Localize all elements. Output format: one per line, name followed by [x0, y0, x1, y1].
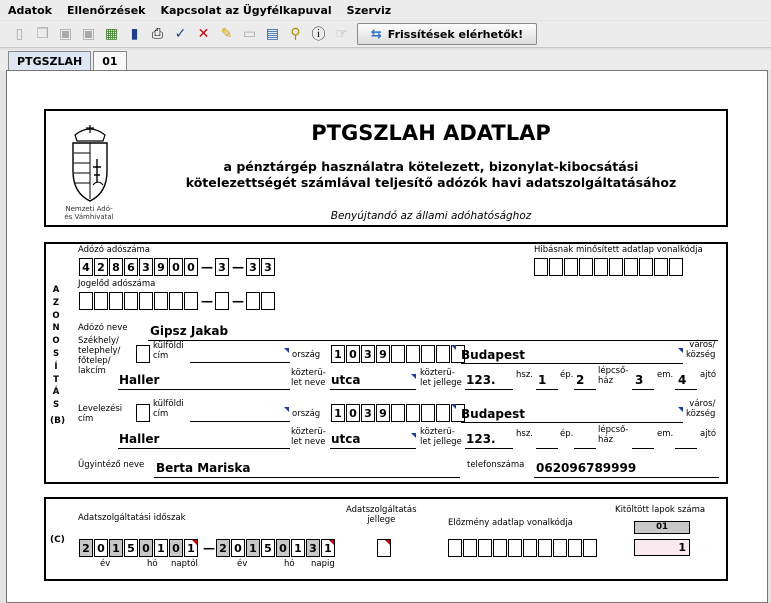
refresh-updates-button[interactable]	[357, 23, 537, 45]
refresh-label: Frissítések elérhetők!	[387, 27, 524, 41]
from-year-label: év	[100, 559, 111, 569]
pages-count-value[interactable]: 1	[634, 539, 690, 556]
nature-label: Adatszolgáltatás jellege	[346, 505, 417, 525]
menu-ugyfelkapu[interactable]: Kapcsolat az Ügyfélkapuval	[160, 3, 332, 17]
menu-adatok[interactable]: Adatok	[8, 3, 52, 17]
section-b-side-letters: A Z O N O S Í T Á S	[52, 285, 60, 411]
taxpayer-name-value[interactable]: Gipsz Jakab	[150, 324, 229, 338]
seat-address-label: Székhely/ telephely/ főtelep/ lakcím	[78, 336, 121, 376]
door-value-1[interactable]: 4	[678, 373, 687, 387]
street-type-value-2[interactable]: utca	[331, 432, 361, 446]
contact-name-label: Ügyintéző neve	[78, 460, 145, 470]
form-page	[6, 70, 768, 603]
lepcso-label-2: lépcső- ház	[598, 425, 629, 445]
period-label: Adatszolgáltatási időszak	[78, 513, 186, 523]
zip-field-2[interactable]: 1 0 3 9	[331, 404, 466, 422]
floor-value-1[interactable]: 3	[635, 373, 644, 387]
street-name-label-1: közterü- let neve	[291, 368, 326, 388]
to-month-label: hó	[284, 559, 295, 569]
logo-text: Nemzeti Adó- és Vámhivatal	[64, 205, 114, 221]
page-subtitle: a pénztárgép használatra kötelezett, bizonylat-kibocsátási kötelezettségét számlával teljesítő adózók havi adatszolgáltatásához	[185, 159, 677, 190]
house-number-value-2[interactable]: 123.	[466, 432, 496, 446]
tab-01[interactable]: 01	[93, 51, 126, 70]
section-c-letter: (C)	[50, 535, 65, 545]
check-icon[interactable]: ✓	[174, 26, 187, 42]
new-doc-icon[interactable]: ▯	[15, 26, 24, 42]
barcode-label: Hibásnak minősített adatlap vonalkódja	[534, 245, 703, 255]
tax-number-field[interactable]: 4 2 8 6 3 9 0 0 — 3 — 3 3	[79, 258, 276, 276]
keyboard-icon[interactable]: ▭	[242, 26, 257, 42]
street-name-label-2: közterü- let neve	[291, 427, 326, 447]
ajto-label-1: ajtó	[700, 370, 717, 380]
help-book-icon[interactable]: ▮	[130, 26, 139, 42]
hsz-label-2: hsz.	[516, 429, 533, 439]
to-year-label: év	[237, 559, 248, 569]
hsz-label-1: hsz.	[516, 370, 533, 380]
period-to-field[interactable]: 2 0 1 5 0 1 3 1	[216, 539, 336, 557]
mailing-address-label: Levelezési cím	[78, 404, 123, 424]
print-icon[interactable]: ⎙	[151, 26, 164, 42]
period-from-field[interactable]: 2 0 1 5 0 1 0 1	[79, 539, 199, 557]
city-label: város/ község	[686, 340, 716, 360]
zip-field-1[interactable]: 1 0 3 9	[331, 345, 466, 363]
street-name-value-2[interactable]: Haller	[119, 432, 160, 446]
building-value-1[interactable]: 1	[538, 373, 547, 387]
menu-bar	[0, 0, 771, 20]
find-icon[interactable]: ⚲	[290, 26, 301, 42]
from-month-label: hó	[147, 559, 158, 569]
menu-szerviz[interactable]: Szerviz	[346, 3, 392, 17]
prev-barcode-field[interactable]	[448, 539, 598, 557]
phone-label: telefonszáma	[467, 460, 525, 470]
next-icon[interactable]: ☞	[335, 26, 348, 42]
refresh-icon: ⇆	[370, 26, 382, 42]
country-label: ország	[292, 350, 321, 360]
header-box	[44, 109, 728, 227]
edit-icon[interactable]: ✎	[220, 26, 233, 42]
foreign-address-checkbox-2[interactable]	[136, 404, 150, 422]
section-b-identification	[44, 242, 728, 484]
ep-label-2: ép.	[560, 429, 574, 439]
pages-header: 01	[634, 521, 690, 534]
save-icon[interactable]: ▣	[58, 26, 73, 42]
section-c-period: (C) Adatszolgáltatási időszak 2 0 1 5 0 1 0 1 — 2 0 1 5 0 1 3 1 év hó naptól év hó napig Adatszolgáltatás jellege Előzmény adatlap vonalkódja Kitöltött lapok száma 01 1	[44, 497, 728, 581]
page-title: PTGSZLAH ADATLAP	[311, 121, 551, 145]
from-day-label: naptól	[171, 559, 198, 569]
ajto-label-2: ajtó	[700, 429, 717, 439]
foreign-label: külföldi cím	[153, 341, 184, 361]
coat-of-arms-icon	[65, 123, 115, 207]
toolbar	[0, 21, 771, 48]
house-number-value-1[interactable]: 123.	[466, 373, 496, 387]
barcode-field[interactable]	[534, 258, 684, 276]
save-as-icon[interactable]: ▣	[81, 26, 96, 42]
tab-bar	[0, 50, 771, 70]
street-type-value-1[interactable]: utca	[331, 373, 361, 387]
city-value-2[interactable]: Budapest	[461, 407, 525, 421]
calculator-icon[interactable]: ▦	[104, 26, 119, 42]
street-name-value-1[interactable]: Haller	[119, 373, 160, 387]
tax-number-label: Adózó adószáma	[78, 245, 151, 255]
phone-value[interactable]: 062096789999	[536, 461, 637, 475]
pages-label: Kitöltött lapok száma	[615, 505, 706, 515]
menu-ellenorzesek[interactable]: Ellenőrzések	[66, 3, 146, 17]
city-value-1[interactable]: Budapest	[461, 348, 525, 362]
em-label-1: em.	[657, 370, 674, 380]
ep-label-1: ép.	[560, 370, 574, 380]
calculator2-icon[interactable]: ▤	[265, 26, 280, 42]
delete-icon[interactable]: ✕	[197, 26, 210, 42]
to-day-label: napig	[311, 559, 335, 569]
country-label-2: ország	[292, 409, 321, 419]
successor-tax-label: Jogelőd adószáma	[78, 279, 156, 289]
lepcso-label-1: lépcső- ház	[598, 366, 629, 386]
city-label-2: város/ község	[686, 399, 716, 419]
foreign-label-2: külföldi cím	[153, 399, 184, 419]
em-label-2: em.	[657, 429, 674, 439]
taxpayer-name-label: Adózó neve	[78, 323, 128, 333]
section-b-letter: (B)	[50, 416, 66, 426]
submit-note: Benyújtandó az állami adóhatósághoz	[330, 210, 532, 222]
staircase-value-1[interactable]: 2	[576, 373, 585, 387]
successor-tax-field[interactable]: — —	[79, 292, 276, 310]
nature-field[interactable]	[377, 539, 391, 557]
info-icon[interactable]: ⓘ	[311, 27, 326, 43]
street-type-label-2: közterü- let jellege	[420, 427, 462, 447]
street-type-label-1: közterü- let jellege	[420, 368, 462, 388]
foreign-address-checkbox[interactable]	[136, 345, 150, 363]
contact-name-value[interactable]: Berta Mariska	[156, 461, 251, 475]
prev-barcode-label: Előzmény adatlap vonalkódja	[448, 518, 573, 528]
tab-ptgszlah[interactable]: PTGSZLAH	[8, 51, 91, 70]
copy-icon[interactable]: ❐	[36, 26, 49, 42]
